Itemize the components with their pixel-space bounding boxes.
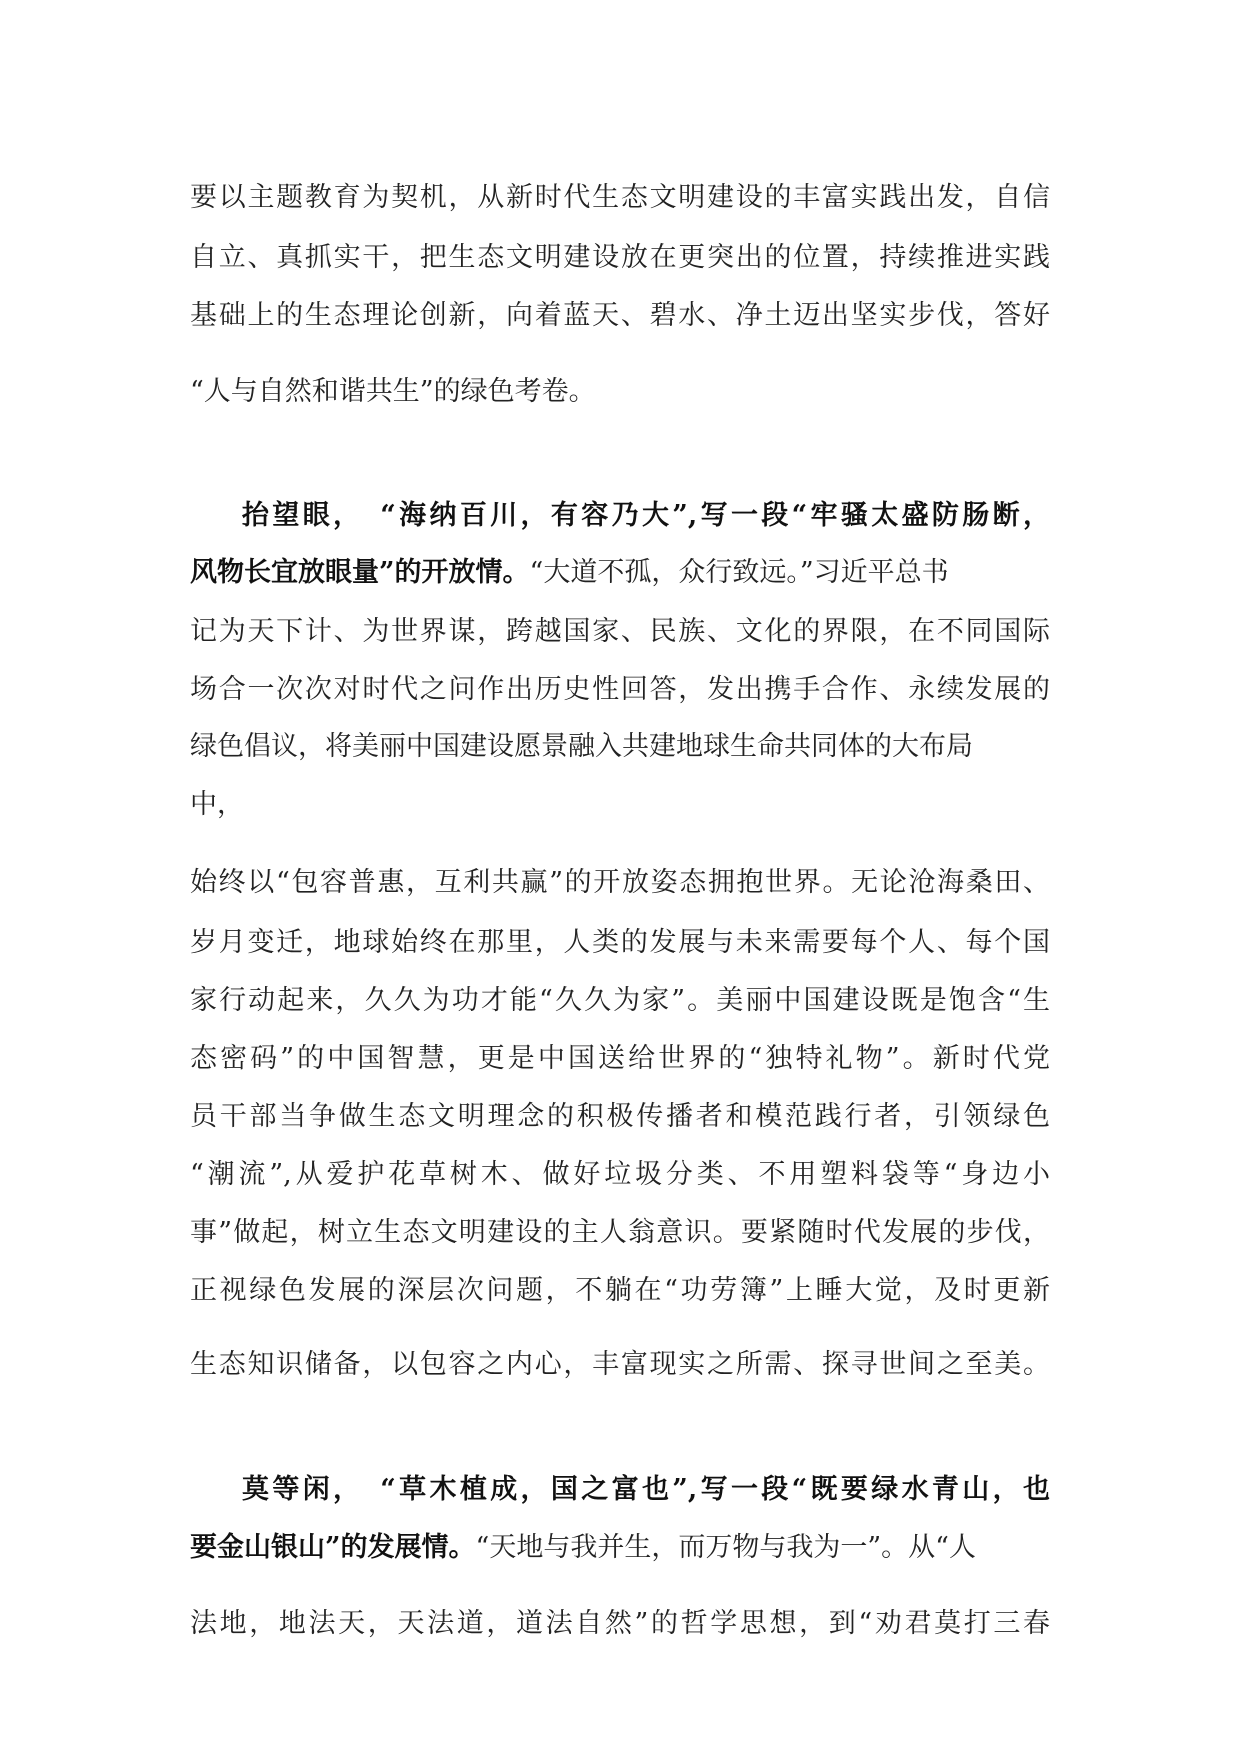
paragraph-3-line-7: 事”做起，树立生态文明建设的主人翁意识。要紧随时代发展的步伐， [190,1217,1050,1248]
paragraph-1-line-1: 要以主题教育为契机，从新时代生态文明建设的丰富实践出发，自信 [190,182,1050,213]
paragraph-3-line-8: 正视绿色发展的深层次问题，不躺在“功劳簿”上睡大觉，及时更新 [190,1275,1050,1306]
paragraph-4-line-3: 法地，地法天，天法道，道法自然”的哲学思想，到“劝君莫打三春 [190,1608,1050,1639]
paragraph-2-heading-line-2: 风物长宜放眼量”的开放情。 [190,557,530,588]
paragraph-3-line-2: 岁月变迁，地球始终在那里，人类的发展与未来需要每个人、每个国 [190,927,1050,958]
paragraph-3-line-4: 态密码”的中国智慧，更是中国送给世界的“独特礼物”。新时代党 [190,1043,1050,1074]
paragraph-4-line-2 [190,1528,1050,1568]
paragraph-1-line-2: 自立、真抓实干，把生态文明建设放在更突出的位置，持续推进实践 [190,242,1050,273]
paragraph-2-line-5: 绿色倡议，将美丽中国建设愿景融入共建地球生命共同体的大布局 [190,731,973,762]
paragraph-3-line-9: 生态知识储备，以包容之内心，丰富现实之所需、探寻世间之至美。 [190,1349,1050,1380]
paragraph-4-line-2-text: “天地与我并生，而万物与我为一”。从“人 [475,1532,976,1563]
paragraph-3-line-6: “潮流”,从爱护花草树木、做好垃圾分类、不用塑料袋等“身边小 [190,1159,1050,1190]
paragraph-2-line-2 [190,553,1050,593]
paragraph-2-line-4: 场合一次次对时代之问作出历史性回答，发出携手合作、永续发展的 [190,674,1050,705]
paragraph-4-heading-line-1: 莫等闲， “草木植成，国之富也”,写一段“既要绿水青山，也 [242,1474,1050,1505]
paragraph-2-line-6: 中， [190,789,244,820]
paragraph-1-line-4: “人与自然和谐共生”的绿色考卷。 [190,376,596,407]
paragraph-4-heading-line-2: 要金山银山”的发展情。 [190,1532,476,1563]
paragraph-2-heading-line-1: 抬望眼， “海纳百川，有容乃大”,写一段“牢骚太盛防肠断， [242,500,1050,531]
paragraph-2-line-2-text: “大道不孤，众行致远。”习近平总书 [529,557,949,588]
paragraph-3-line-5: 员干部当争做生态文明理念的积极传播者和模范践行者，引领绿色 [190,1101,1050,1132]
paragraph-3-line-3: 家行动起来，久久为功才能“久久为家”。美丽中国建设既是饱含“生 [190,985,1050,1016]
paragraph-3-line-1: 始终以“包容普惠，互利共赢”的开放姿态拥抱世界。无论沧海桑田、 [190,867,1050,898]
paragraph-1-line-3: 基础上的生态理论创新，向着蓝天、碧水、净土迈出坚实步伐，答好 [190,300,1050,331]
paragraph-2-line-3: 记为天下计、为世界谋，跨越国家、民族、文化的界限，在不同国际 [190,616,1050,647]
